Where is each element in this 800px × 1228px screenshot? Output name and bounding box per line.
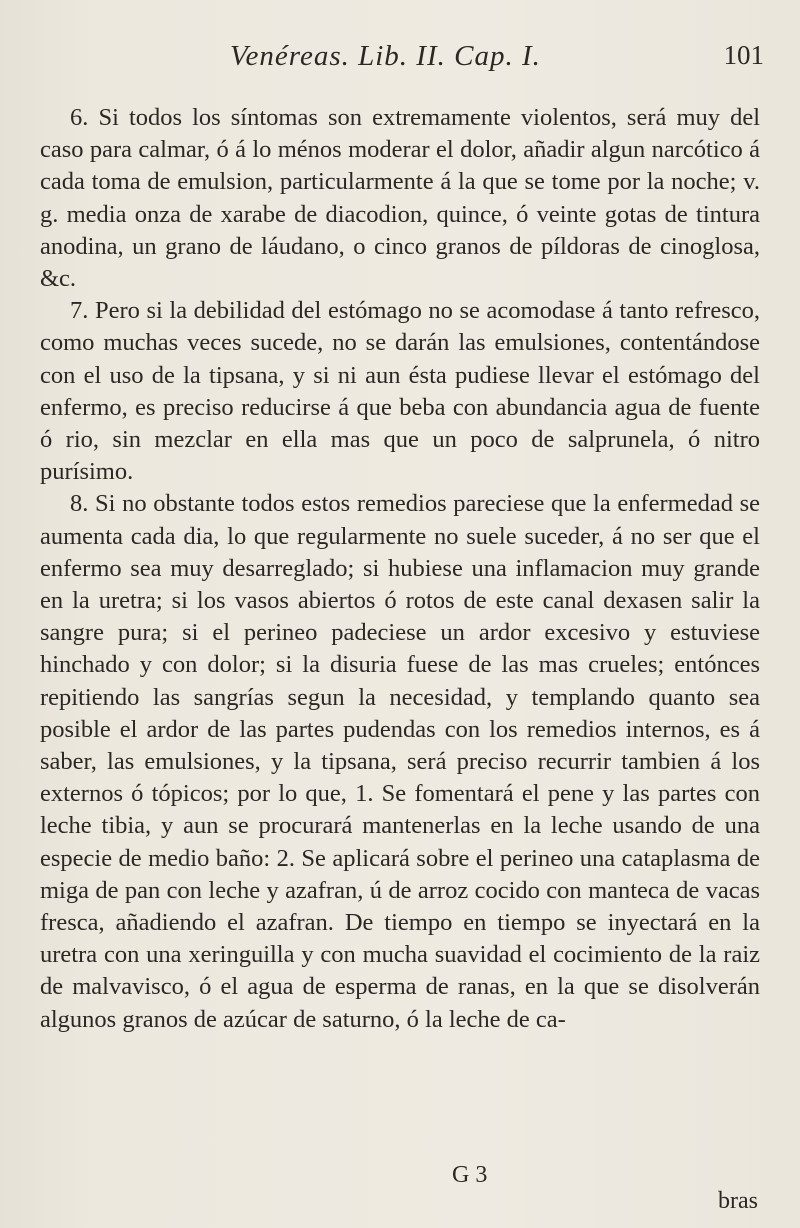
paragraph-7: 7. Pero si la debilidad del estómago no se acomodase á tanto refresco, como muchas veces sucede, no se darán las emulsiones, contentándose con el uso de la tipsana, y si ni aun ésta pudiese llevar el estómago del enfermo, es preciso reducirse á que beba con abundancia agua de fuente ó rio, sin mezclar en ella mas que un poco de salprunela, ó nitro purísimo. <box>40 297 760 486</box>
signature-mark: G 3 <box>452 1162 488 1188</box>
page-footer <box>0 1162 800 1222</box>
catchword: bras <box>718 1188 758 1214</box>
running-head <box>0 40 800 80</box>
paragraph-8: 8. Si no obstante todos estos remedios pareciese que la enfermedad se aumenta cada dia, lo que regularmente no suele suceder, á no ser que el enfermo sea muy desarreglado; si hubiese una inflamacion muy grande en la uretra; si los vasos abiertos ó rotos de este canal dexasen salir la sangre pura; si el perineo padeciese un ardor excesivo y estuviese hinchado y con dolor; si la disuria fuese de las mas crueles; entónces repitiendo las sangrías segun la necesidad, y templando quanto sea posible el ardor de las partes pudendas con los remedios internos, es á saber, las emulsiones, y la tipsana, será preciso recurrir tambien á los externos ó tópicos; por lo que, 1. Se fomentará el pene y las partes con leche tibia, y aun se procurará mantenerlas en la leche usando de una especie de medio baño: 2. Se aplicará sobre el perineo una cataplasma de miga de pan con leche y azafran, ú de arroz cocido con manteca de vacas fresca, añadiendo el azafran. De tiempo en tiempo se inyectará en la uretra con una xeringuilla y con mucha suavidad el cocimiento de la raiz de malvavisco, ó el agua de esperma de ranas, en la que se disolverán algunos granos de azúcar de saturno, ó la leche de ca- <box>40 490 760 1033</box>
page-number: 101 <box>723 40 764 70</box>
running-head-title: Venéreas. Lib. II. Cap. I. <box>230 40 541 72</box>
body-text <box>40 102 760 1036</box>
paragraph-6: 6. Si todos los síntomas son extremamente violentos, será muy del caso para calmar, ó á lo ménos moderar el dolor, añadir algun narcótico á cada toma de emulsion, particularmente á la que se tome por la noche; v. g. media onza de xarabe de diacodion, quince, ó veinte gotas de tintura anodina, un grano de láudano, o cinco granos de píldoras de cinoglosa, &c. <box>40 104 760 293</box>
